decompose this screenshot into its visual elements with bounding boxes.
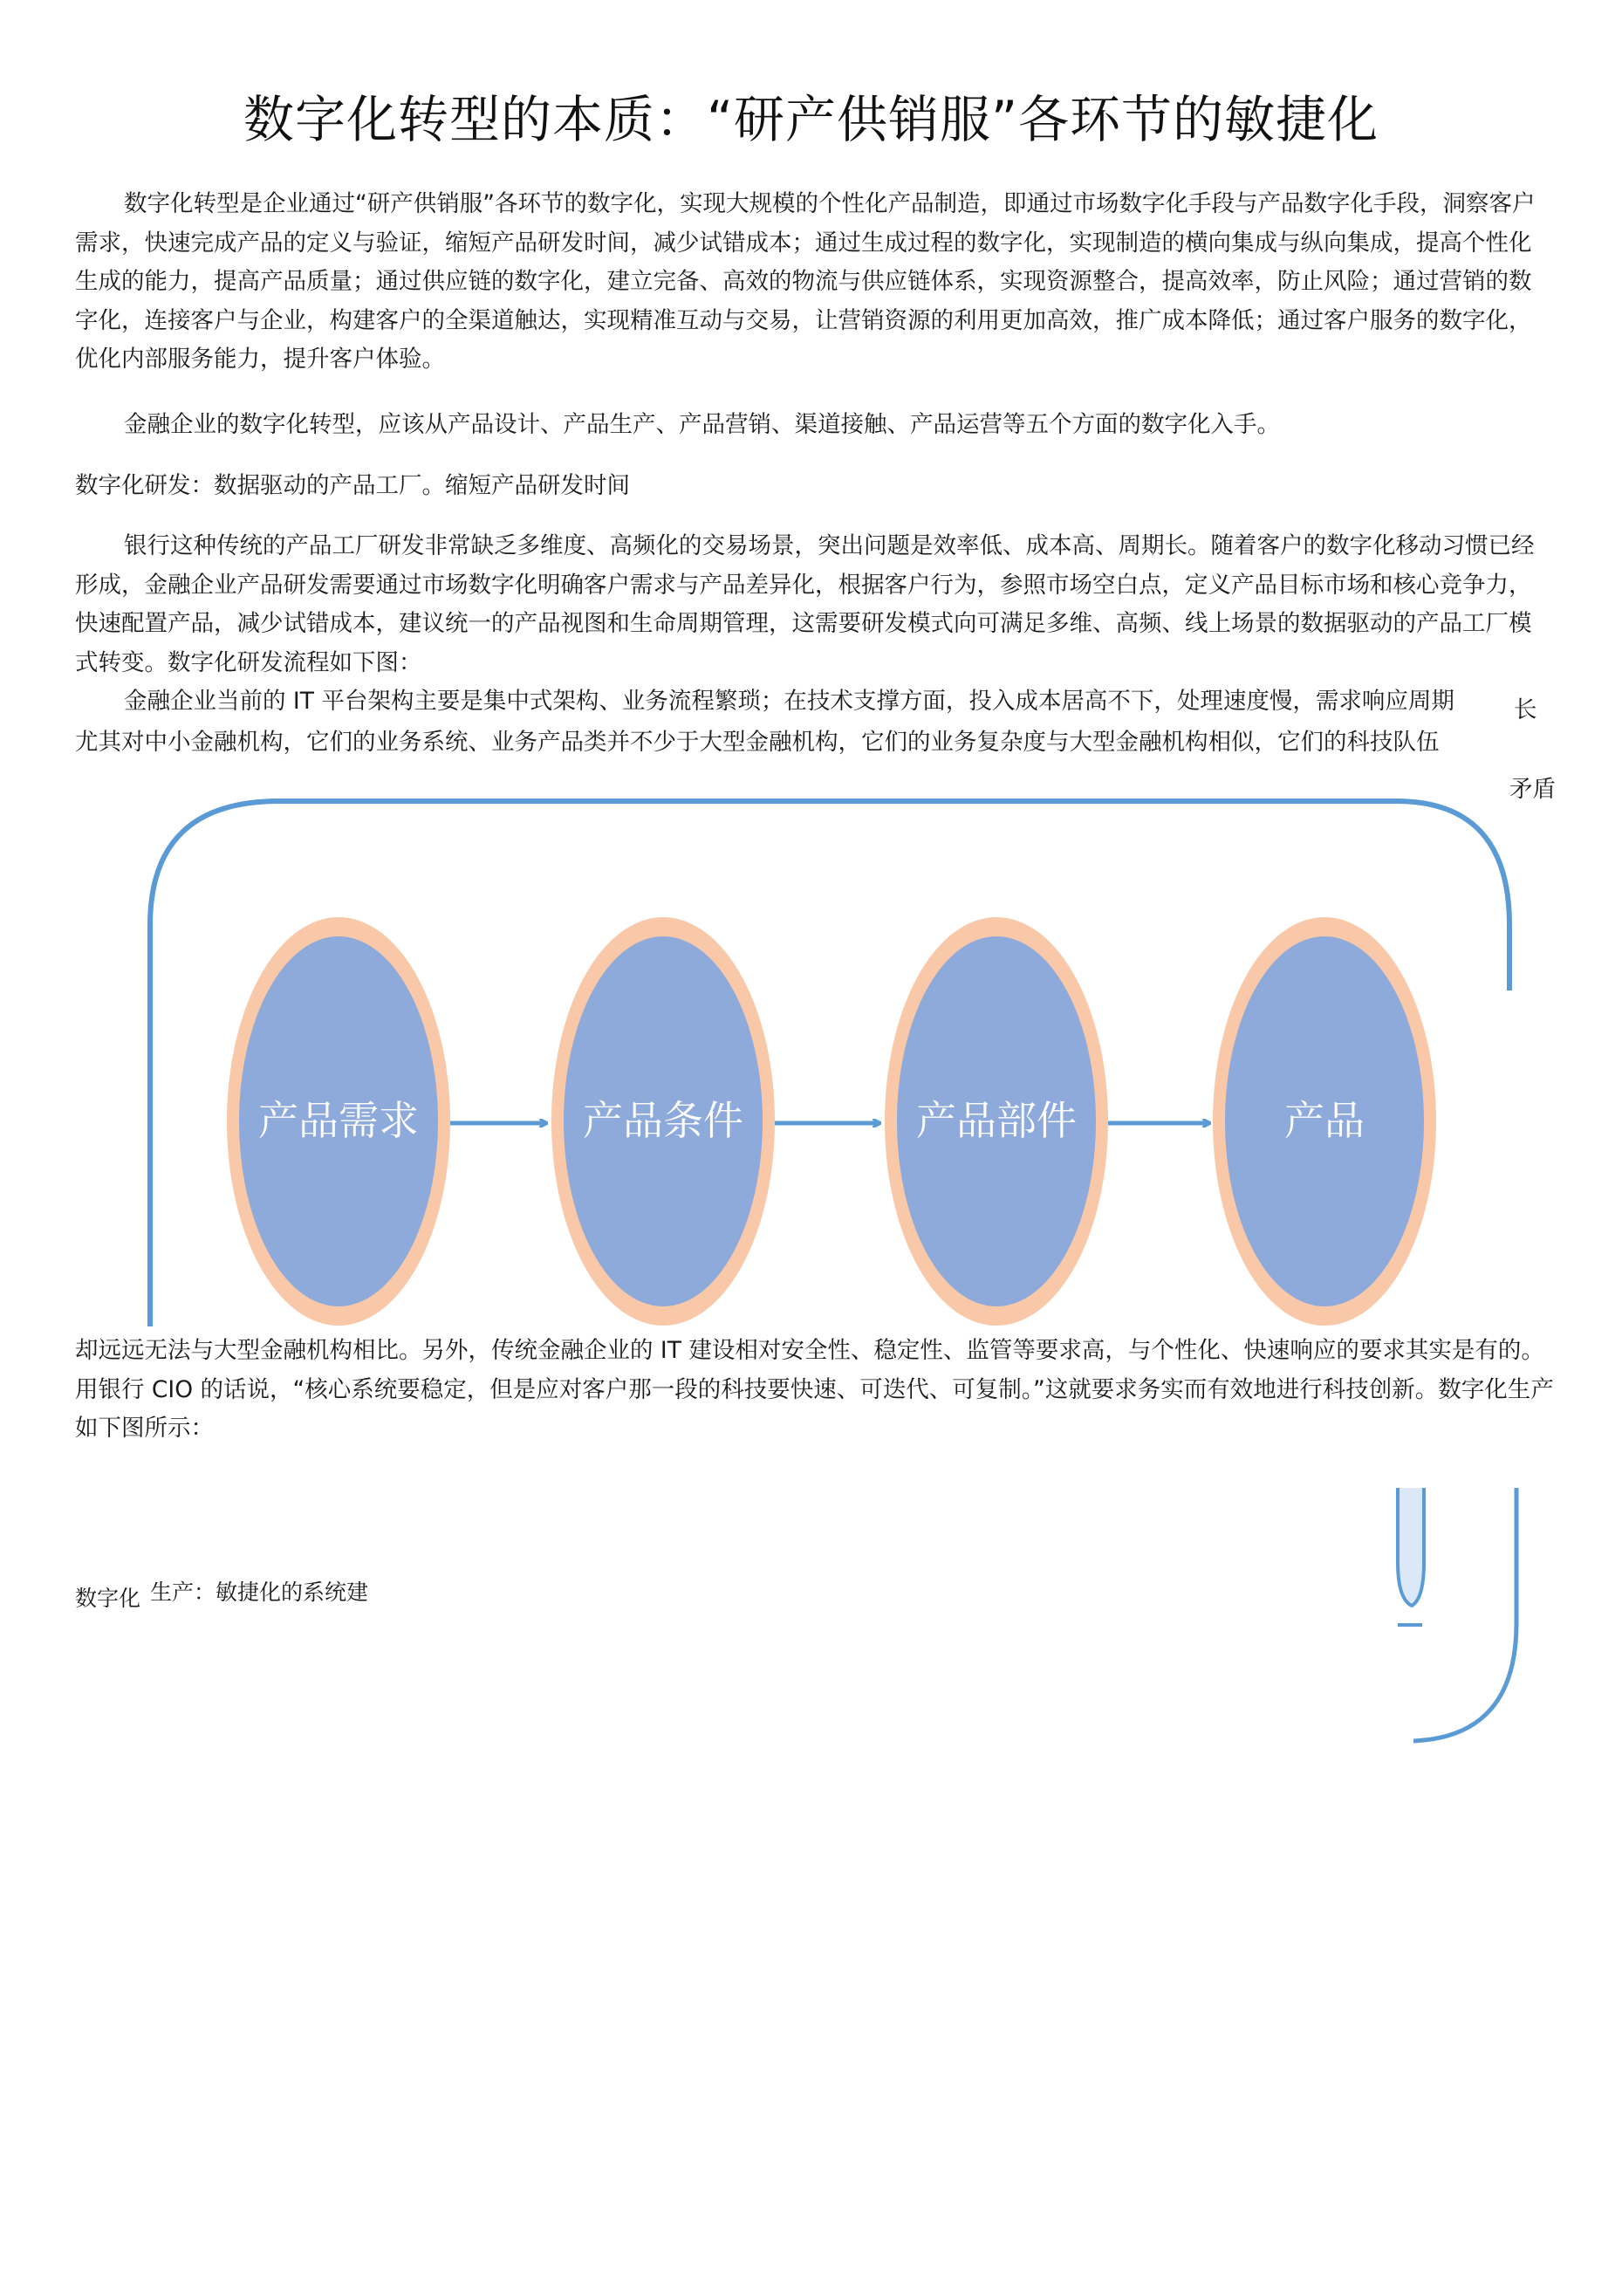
flow-node-label: 产品部件 [916,1097,1077,1144]
flow-node-4 [1213,917,1436,1326]
rd-paragraph: 银行这种传统的产品工厂研发非常缺乏多维度、高频化的交易场景，突出问题是效率低、成本高、周期长。随着客户的数字化移动习惯已经形成，金融企业产品研发需要通过市场数字化明确客户需求与产品差异化，根据客户行为，参照市场空白点，定义产品目标市场和核心竞争力，快速配置产品，减少试错成本，建议统一的产品视图和生命周期管理，这需要研发模式向可满足多维、高频、线上场景的数据驱动的产品工厂模式转变。数字化研发流程如下图： [75,532,1535,676]
production-diagram-fragment [1398,1488,1424,1606]
finance-paragraph: 金融企业的数字化转型，应该从产品设计、产品生产、产品营销、渠道接触、产品运营等五个方面的数字化入手。 [124,411,1280,438]
flow-node-label: 产品条件 [583,1097,743,1144]
it-paragraph-line2: 尤其对中小金融机构，它们的业务系统、业务产品类并不少于大型金融机构，它们的业务复杂度与大型金融机构相似，它们的科技队伍 [75,729,1440,756]
flow-node-label: 产品 [1284,1097,1365,1144]
it-paragraph-side1: 长 [1514,696,1537,723]
intro-paragraph: 数字化转型是企业通过“研产供销服”各环节的数字化，实现大规模的个性化产品制造，即通过市场数字化手段与产品数字化手段，洞察客户需求，快速完成产品的定义与验证，缩短产品研发时间，减少试错成本；通过生成过程的数字化，实现制造的横向集成与纵向集成，提高个性化生成的能力，提高产品质量；通过供应链的数字化，建立完备、高效的物流与供应链体系，实现资源整合，提高效率，防止风险；通过营销的数字化，连接客户与企业，构建客户的全渠道触达，实现精准互动与交易，让营销资源的利用更加高效，推广成本降低；通过客户服务的数字化，优化内部服务能力，提升客户体验。 [75,190,1536,373]
it-paragraph-line1: 金融企业当前的 IT 平台架构主要是集中式架构、业务流程繁琐；在技术支撑方面，投入成本居高不下，处理速度慢，需求响应周期 [124,688,1454,715]
flow-node-3 [885,917,1108,1326]
production-heading-part2: 生产：敏捷化的系统建 [150,1580,369,1605]
production-diagram-frame [1413,1488,1516,1741]
flow-node-label: 产品需求 [258,1097,419,1144]
it-paragraph-side2: 矛盾 [1509,776,1556,803]
it-paragraph-continued: 却远远无法与大型金融机构相比。另外，传统金融企业的 IT 建设相对安全性、稳定性、监管等要求高，与个性化、快速响应的要求其实是有的。用银行 CIO 的话说，“核心系统要稳定，但是应对客户那一段的科技要快速、可迭代、可复制。”这就要求务实而有效地进行科技创新。数字化生产如下图所示： [75,1337,1554,1442]
rd-heading: 数字化研发：数据驱动的产品工厂。缩短产品研发时间 [75,472,630,499]
production-heading-part1: 数字化 [75,1586,141,1611]
page-title: 数字化转型的本质：“研产供销服”各环节的敏捷化 [243,90,1379,149]
flow-node-2 [551,917,775,1326]
flow-node-1 [227,917,450,1326]
